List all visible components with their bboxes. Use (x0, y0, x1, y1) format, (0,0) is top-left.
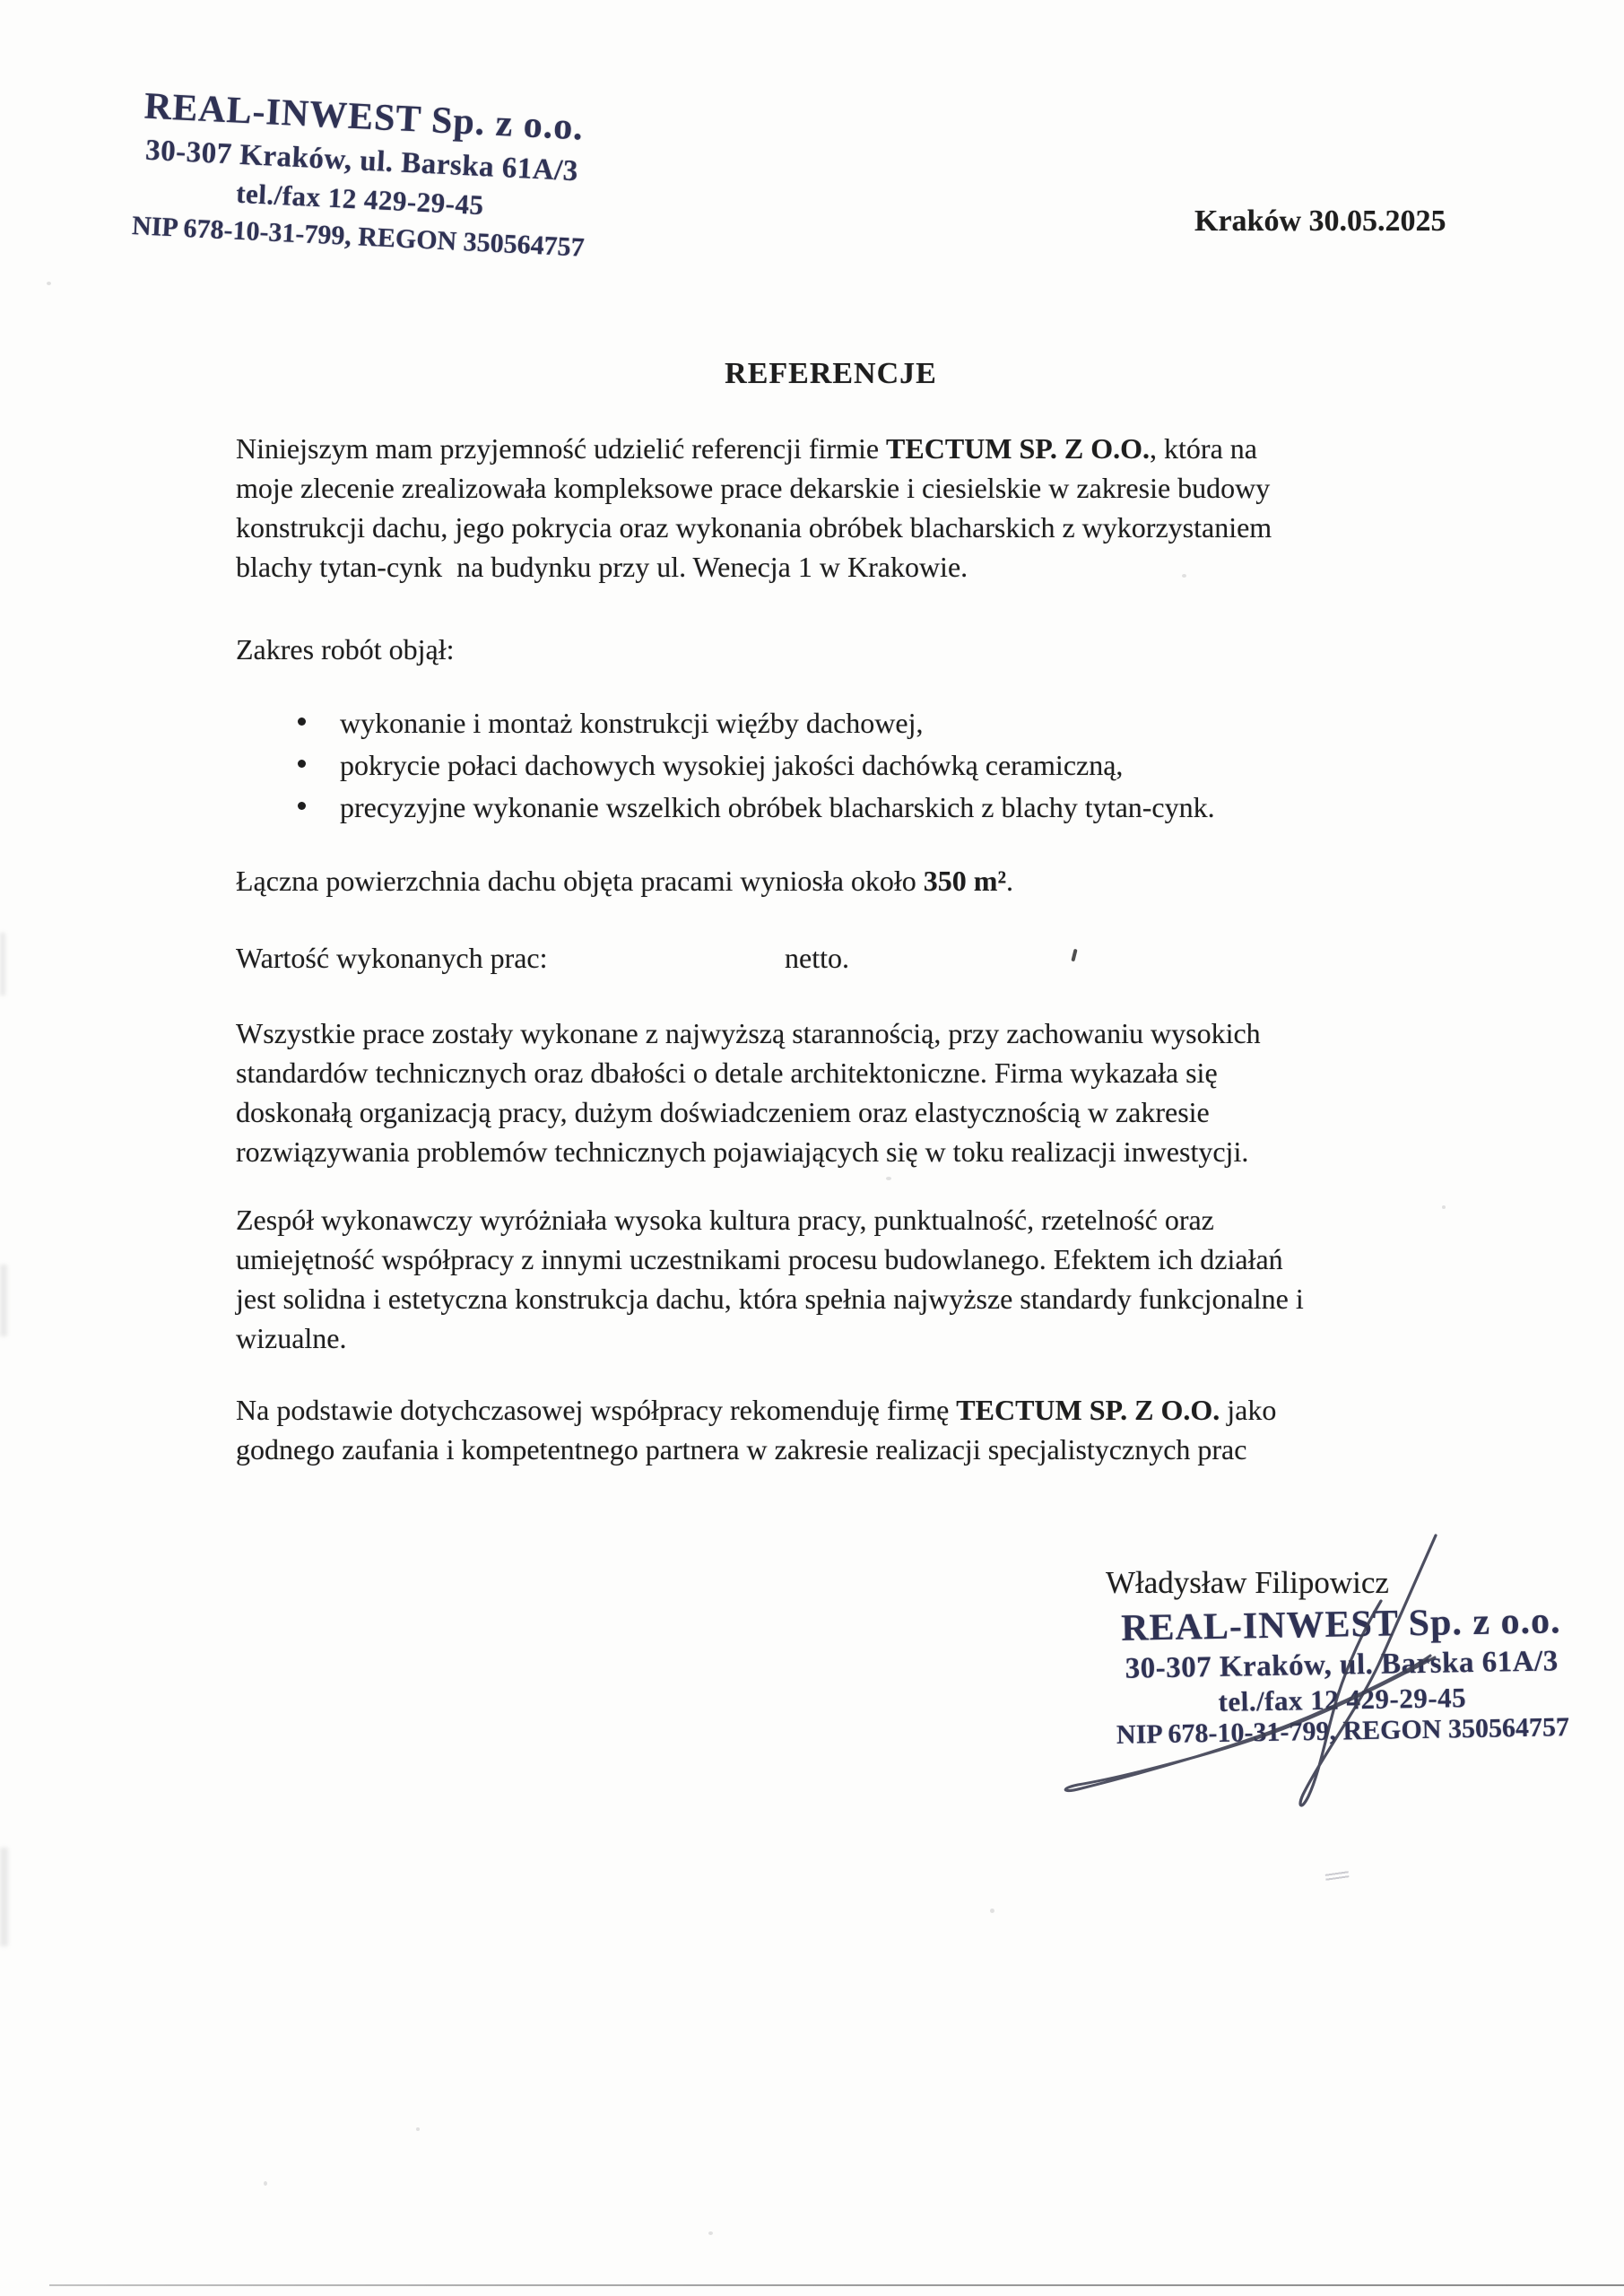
bullet-icon (298, 718, 306, 726)
paragraph-quality (236, 1013, 1261, 1171)
quality-line-1: Wszystkie prace zostały wykonane z najwyższą starannością, przy zachowaniu wysokich (236, 1017, 1261, 1049)
team-line-4: wizualne. (236, 1322, 347, 1354)
quality-line-2: standardów technicznych oraz dbałości o detale architektoniczne. Firma wykazała się (236, 1057, 1218, 1089)
bullet-icon (298, 760, 306, 768)
paragraph-intro (236, 429, 1272, 587)
list-item (298, 747, 1215, 789)
signature-stroke-loop (1065, 1656, 1435, 1791)
letterhead-nip-regon: NIP 678-10-31-799, REGON 350564757 (131, 211, 586, 263)
value-netto: netto. (785, 942, 849, 974)
paragraph-team (236, 1200, 1304, 1358)
scan-speck (708, 2231, 713, 2235)
bullet-icon (298, 802, 306, 810)
intro-line-3: konstrukcji dachu, jego pokrycia oraz wykonania obróbek blacharskich z wykorzystaniem (236, 511, 1272, 544)
recommendation-text: Na podstawie dotychczasowej współpracy rekomenduję firmę (236, 1394, 957, 1426)
list-item-text: pokrycie połaci dachowych wysokiej jakości dachówką ceramiczną, (340, 749, 1124, 781)
document-title: REFERENCJE (725, 357, 937, 390)
document-date: Kraków 30.05.2025 (1194, 204, 1446, 238)
value-label: Wartość wykonanych prac: (236, 942, 548, 974)
scan-speck (416, 2127, 420, 2131)
scan-edge-line (49, 2284, 1624, 2286)
stamp-company-name: REAL-INWEST Sp. z o.o. (1120, 1600, 1561, 1649)
intro-line-4: blachy tytan-cynk na budynku przy ul. Wenecja 1 w Krakowie. (236, 551, 968, 583)
scan-speck (990, 1909, 994, 1913)
stamp-address: 30-307 Kraków, ul. Barska 61A/3 (1125, 1645, 1559, 1685)
recommendation-tail: jako (1220, 1394, 1277, 1426)
paragraph-recommendation (236, 1390, 1276, 1469)
area-summary-line (236, 861, 1013, 900)
signature-ink (1004, 1489, 1507, 1848)
recommendation-line-1 (236, 1390, 1276, 1430)
scope-heading: Zakres robót objął: (236, 633, 455, 665)
intro-line-2: moje zlecenie zrealizowała kompleksowe prace dekarskie i ciesielskie w zakresie budowy (236, 472, 1271, 504)
letterhead-company-name: REAL-INWEST Sp. z o.o. (143, 85, 585, 149)
intro-line-1-text: Niniejszym mam przyjemność udzielić referencji firmie (236, 432, 887, 465)
team-line-3: jest solidna i estetyczna konstrukcja dachu, która spełnia najwyższe standardy funkcjonalne i (236, 1283, 1304, 1315)
scan-smudge (0, 1265, 7, 1336)
scan-tick-artifact (1071, 949, 1077, 962)
scan-speck (264, 2181, 267, 2186)
signature-stroke-tall (1300, 1535, 1436, 1805)
quality-line-4: rozwiązywania problemów technicznych pojawiających się w toku realizacji inwestycji. (236, 1135, 1249, 1168)
company-name-bold: TECTUM SP. Z O.O. (886, 432, 1151, 465)
letterhead-stamp (126, 83, 595, 268)
scan-smudge (0, 933, 5, 996)
stamp-nip-regon: NIP 678-10-31-799, REGON 350564757 (1116, 1712, 1570, 1750)
recommendation-line-2: godnego zaufania i kompetentnego partnera w zakresie realizacji specjalistycznych prac (236, 1433, 1247, 1465)
scan-speck (886, 1177, 891, 1180)
scan-speck (1182, 574, 1186, 578)
scope-list (298, 705, 1215, 831)
letterhead-phone: tel./fax 12 429-29-45 (235, 177, 485, 222)
list-item (298, 705, 1215, 747)
scan-smudge (0, 1848, 8, 1946)
scan-speck (47, 282, 51, 285)
team-line-1: Zespół wykonawczy wyróżniała wysoka kultura pracy, punktualność, rzetelność oraz (236, 1204, 1214, 1236)
scan-speck (1442, 1205, 1446, 1209)
stamp-phone: tel./fax 12 429-29-45 (1218, 1682, 1467, 1718)
area-text: Łączna powierzchnia dachu objęta pracami wyniosła około (236, 865, 924, 897)
letterhead-address: 30-307 Kraków, ul. Barska 61A/3 (144, 134, 579, 188)
area-summary (236, 861, 1013, 900)
list-item (298, 789, 1215, 831)
company-name-bold: TECTUM SP. Z O.O. (956, 1394, 1220, 1426)
team-line-2: umiejętność współpracy z innymi uczestnikami procesu budowlanego. Efektem ich działań (236, 1243, 1283, 1275)
signatory-name: Władysław Filipowicz (1106, 1565, 1389, 1600)
area-value-bold: 350 m² (923, 865, 1007, 897)
scan-squiggle-artifact (1324, 1869, 1349, 1882)
quality-line-3: doskonałą organizacją pracy, dużym doświadczeniem oraz elastycznością w zakresie (236, 1096, 1210, 1128)
list-item-text: wykonanie i montaż konstrukcji więźby dachowej, (340, 707, 924, 739)
intro-line-1-tail: , która na (1150, 432, 1257, 465)
area-period: . (1006, 865, 1014, 897)
intro-line-1 (236, 429, 1272, 468)
list-item-text: precyzyjne wykonanie wszelkich obróbek blacharskich z blachy tytan-cynk. (340, 791, 1215, 823)
